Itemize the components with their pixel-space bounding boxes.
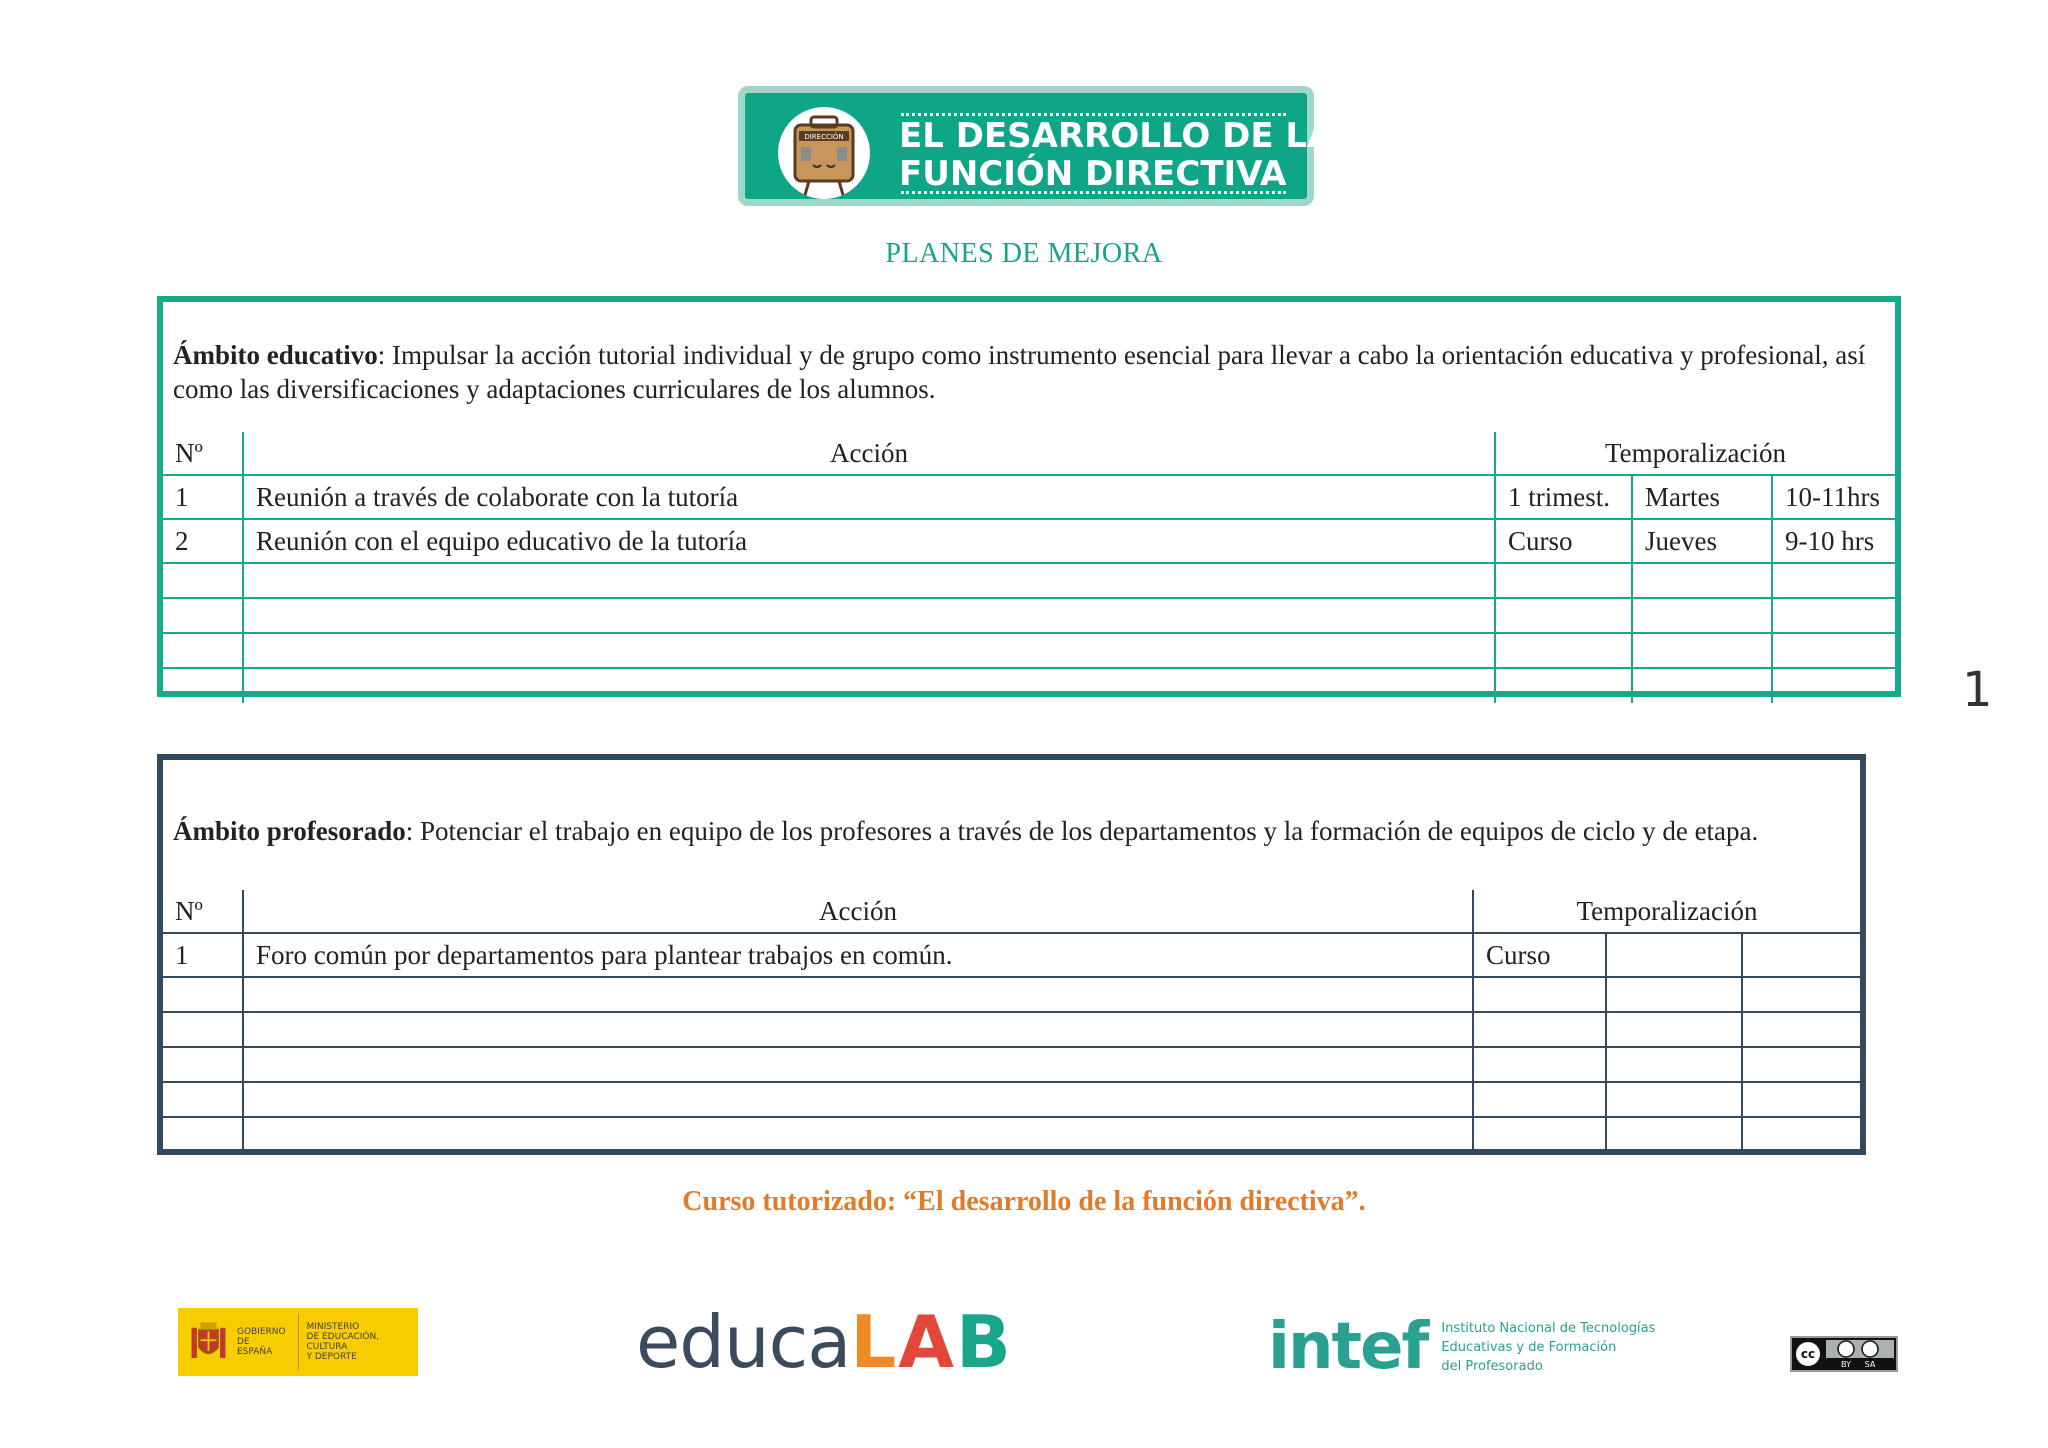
empty-cell <box>243 1047 1473 1082</box>
cell-accion: Reunión a través de colaborate con la tutoría <box>243 475 1495 519</box>
empty-cell <box>1632 563 1772 598</box>
table-row-empty <box>163 668 1895 703</box>
table-row <box>163 475 1895 519</box>
svg-text:DIRECCIÓN: DIRECCIÓN <box>804 133 844 141</box>
table-row-empty <box>163 1012 1860 1047</box>
empty-cell <box>1632 598 1772 633</box>
empty-cell <box>1742 977 1860 1012</box>
cell-num: 2 <box>163 519 243 563</box>
col-num-header: Nº <box>163 890 243 933</box>
empty-cell <box>1772 598 1895 633</box>
table-row-empty <box>163 633 1895 668</box>
empty-cell <box>163 1082 243 1117</box>
table-header-row <box>163 432 1895 475</box>
table-row-empty <box>163 563 1895 598</box>
empty-cell <box>163 563 243 598</box>
table-row-empty <box>163 1082 1860 1117</box>
empty-cell <box>243 668 1495 703</box>
intef-subtitle: Instituto Nacional de Tecnologías Educativas y de Formación del Profesorado <box>1441 1320 1656 1374</box>
footer-caption: Curso tutorizado: “El desarrollo de la función directiva”. <box>682 1186 1366 1217</box>
table-header-row <box>163 890 1860 933</box>
header-banner <box>738 86 1334 206</box>
empty-cell <box>1606 1047 1742 1082</box>
empty-cell <box>243 633 1495 668</box>
empty-cell <box>163 1117 243 1152</box>
empty-cell <box>1742 1012 1860 1047</box>
empty-cell <box>243 563 1495 598</box>
empty-cell <box>1495 598 1632 633</box>
empty-cell <box>1772 563 1895 598</box>
intef-wordmark: intef <box>1268 1310 1428 1384</box>
empty-cell <box>163 977 243 1012</box>
cell-periodo: 1 trimest. <box>1495 475 1632 519</box>
empty-cell <box>1495 668 1632 703</box>
empty-cell <box>243 598 1495 633</box>
empty-cell <box>1473 1082 1606 1117</box>
table-row-empty <box>163 1117 1860 1152</box>
empty-cell <box>243 977 1473 1012</box>
empty-cell <box>1606 1117 1742 1152</box>
empty-cell <box>1473 1117 1606 1152</box>
gov-divider <box>298 1314 299 1370</box>
empty-cell <box>1772 633 1895 668</box>
empty-cell <box>163 668 243 703</box>
col-accion-header: Acción <box>243 890 1473 933</box>
empty-cell <box>1473 1012 1606 1047</box>
acciones-table-educativo <box>163 432 1895 703</box>
table-row <box>163 933 1860 977</box>
empty-cell <box>1473 977 1606 1012</box>
ambito-educativo-intro: Ámbito educativo: Impulsar la acción tutorial individual y de grupo como instrumento esencial para llevar a cabo la orientación educativa y profesional, así como las diversificaciones y adaptaciones curriculares de los alumnos. <box>173 340 1866 404</box>
cell-num: 1 <box>163 475 243 519</box>
cell-hora <box>1742 933 1860 977</box>
cell-accion: Reunión con el equipo educativo de la tutoría <box>243 519 1495 563</box>
banner-title: EL DESARROLLO DE LA FUNCIÓN DIRECTIVA <box>899 116 1334 194</box>
cell-num: 1 <box>163 933 243 977</box>
suitcase-icon <box>769 103 879 203</box>
empty-cell <box>243 1012 1473 1047</box>
cell-dia <box>1606 933 1742 977</box>
cell-hora: 10-11hrs <box>1772 475 1895 519</box>
empty-cell <box>163 1047 243 1082</box>
ministerio-text: MINISTERIO DE EDUCACIÓN, CULTURA Y DEPORTE <box>306 1322 380 1362</box>
empty-cell <box>243 1117 1473 1152</box>
svg-text:cc: cc <box>1800 1347 1816 1361</box>
page-subtitle: PLANES DE MEJORA <box>885 238 1163 269</box>
empty-cell <box>1606 977 1742 1012</box>
empty-cell <box>1742 1082 1860 1117</box>
table-row-empty <box>163 977 1860 1012</box>
col-temporalizacion-header: Temporalización <box>1495 432 1895 475</box>
svg-text:BY: BY <box>1841 1360 1851 1369</box>
cell-periodo: Curso <box>1473 933 1606 977</box>
col-temporalizacion-header: Temporalización <box>1473 890 1860 933</box>
table-row-empty <box>163 598 1895 633</box>
table-ambito-profesorado <box>157 754 1866 1155</box>
cell-periodo: Curso <box>1495 519 1632 563</box>
ambito-profesorado-intro: Ámbito profesorado: Potenciar el trabajo en equipo de los profesores a través de los departamentos y la formación de equipos de ciclo y de etapa. <box>173 816 1759 846</box>
empty-cell <box>1632 633 1772 668</box>
table-row <box>163 519 1895 563</box>
banner-dots-bottom <box>901 191 1286 194</box>
col-num-header: Nº <box>163 432 243 475</box>
empty-cell <box>1772 668 1895 703</box>
empty-cell <box>1742 1117 1860 1152</box>
gobierno-logo <box>178 1308 418 1376</box>
educalab-logo: educaLAB <box>636 1300 1013 1384</box>
empty-cell <box>243 1082 1473 1117</box>
cell-dia: Martes <box>1632 475 1772 519</box>
empty-cell <box>163 1012 243 1047</box>
table-ambito-educativo <box>157 296 1901 697</box>
svg-text:SA: SA <box>1864 1360 1876 1369</box>
empty-cell <box>1632 668 1772 703</box>
col-accion-header: Acción <box>243 432 1495 475</box>
empty-cell <box>163 633 243 668</box>
cell-accion: Foro común por departamentos para plantear trabajos en común. <box>243 933 1473 977</box>
empty-cell <box>1606 1082 1742 1117</box>
empty-cell <box>1495 563 1632 598</box>
creative-commons-icon <box>1790 1336 1898 1372</box>
gobierno-text: GOBIERNO DE ESPAÑA <box>236 1327 286 1357</box>
empty-cell <box>1606 1012 1742 1047</box>
acciones-table-profesorado <box>163 890 1860 1152</box>
empty-cell <box>1742 1047 1860 1082</box>
empty-cell <box>1495 633 1632 668</box>
empty-cell <box>163 598 243 633</box>
empty-cell <box>1473 1047 1606 1082</box>
table-row-empty <box>163 1047 1860 1082</box>
cell-hora: 9-10 hrs <box>1772 519 1895 563</box>
page-number: 1 <box>1962 662 1993 718</box>
crest-icon <box>188 1316 229 1368</box>
intef-logo <box>1268 1310 1655 1384</box>
cell-dia: Jueves <box>1632 519 1772 563</box>
